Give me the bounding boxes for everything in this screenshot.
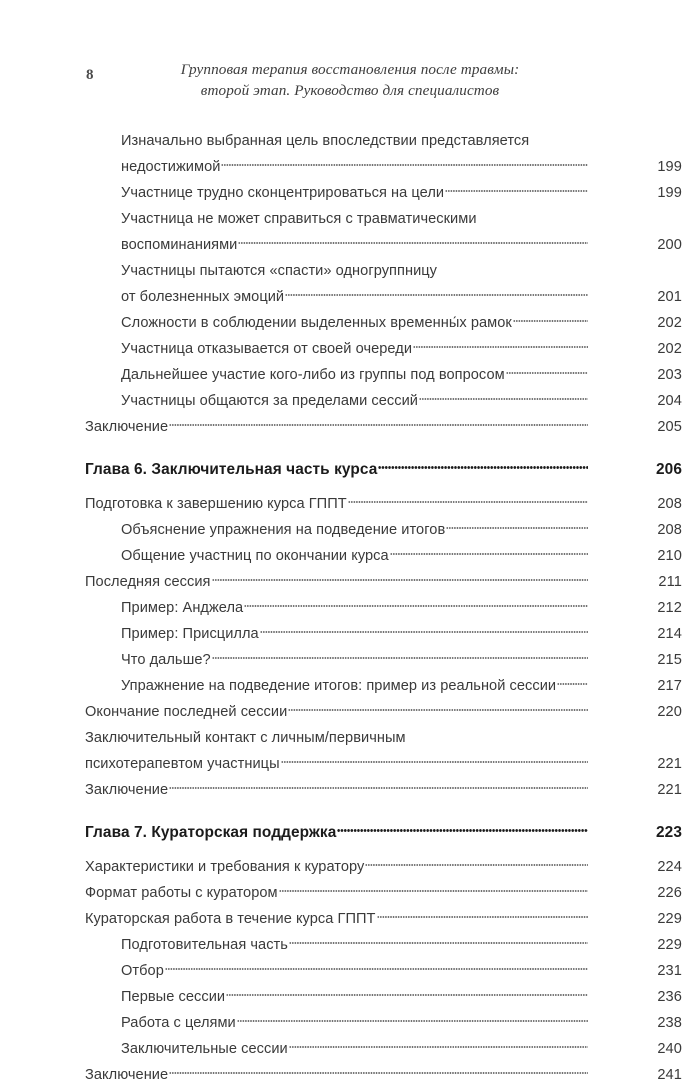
toc-entry-label: Объяснение упражнения на подведение итогов (121, 522, 446, 538)
toc-dot-leader (285, 285, 588, 301)
toc-page-number: 199 (657, 159, 682, 175)
toc-dot-leader (289, 933, 588, 949)
toc-dot-leader (289, 1037, 588, 1053)
toc-entry-label: Заключение (85, 419, 169, 435)
toc-dot-leader (212, 570, 588, 586)
toc-entry-label: Первые сессии (121, 989, 226, 1005)
toc-entry-row[interactable] (0, 1036, 682, 1062)
toc-page-number: 220 (657, 704, 682, 720)
toc-entry-row[interactable] (0, 647, 682, 673)
page-folio-number: 8 (86, 67, 94, 83)
toc-page-number: 206 (656, 461, 682, 478)
toc-entry-label: Отбор (121, 963, 164, 979)
toc-entry-row[interactable] (0, 906, 682, 932)
toc-page-number: 240 (657, 1041, 682, 1057)
toc-entry-row[interactable] (0, 932, 682, 958)
toc-entry-label: Работа с целями (121, 1015, 236, 1031)
toc-dot-leader (446, 518, 588, 534)
toc-dot-leader (506, 363, 588, 379)
toc-dot-leader (221, 155, 588, 171)
toc-entry-row[interactable] (0, 854, 682, 880)
toc-page-number: 223 (656, 824, 682, 841)
toc-entry-label: недостижимой (121, 159, 221, 175)
toc-entry-label: Пример: Присцилла (121, 626, 259, 642)
toc-chapter-row[interactable] (0, 457, 682, 483)
toc-entry-label: Сложности в соблюдении выделенных временны́х рамок (121, 315, 512, 331)
toc-page-number: 241 (657, 1067, 682, 1083)
toc-dot-leader (165, 959, 588, 975)
toc-entry-label: психотерапевтом участницы (85, 756, 280, 772)
toc-dot-leader (413, 337, 588, 353)
toc-entry-row[interactable] (0, 699, 682, 725)
toc-page-number: 210 (657, 548, 682, 564)
toc-dot-leader (169, 778, 588, 794)
toc-page-number: 203 (657, 367, 682, 383)
toc-entry-row[interactable] (0, 751, 682, 777)
toc-page-number: 229 (657, 937, 682, 953)
toc-page-number: 208 (657, 496, 682, 512)
toc-dot-leader (288, 700, 588, 716)
toc-entry-label: Участнице трудно сконцентрироваться на цели (121, 185, 445, 201)
toc-entry-row[interactable] (0, 362, 682, 388)
toc-dot-leader (445, 181, 588, 197)
toc-page-number: 217 (657, 678, 682, 694)
toc-entry-label: Участница не может справиться с травматическими (121, 211, 477, 227)
toc-entry-label: Заключение (85, 782, 169, 798)
toc-page-number: 199 (657, 185, 682, 201)
toc-entry-row[interactable] (0, 517, 682, 543)
toc-entry-label: от болезненных эмоций (121, 289, 285, 305)
toc-dot-leader (244, 596, 588, 612)
toc-dot-leader (169, 1063, 588, 1079)
toc-dot-leader (438, 259, 588, 275)
toc-entry-row[interactable] (0, 414, 682, 440)
toc-entry-row[interactable] (0, 595, 682, 621)
toc-entry-row[interactable] (0, 258, 682, 284)
toc-entry-row[interactable] (0, 958, 682, 984)
toc-entry-label: Подготовка к завершению курса ГППТ (85, 496, 347, 512)
table-of-contents (0, 128, 682, 1088)
toc-dot-leader (281, 752, 588, 768)
toc-entry-label: Пример: Анджела (121, 600, 244, 616)
toc-page-number: 238 (657, 1015, 682, 1031)
toc-entry-label: Кураторская работа в течение курса ГППТ (85, 911, 376, 927)
toc-entry-row[interactable] (0, 491, 682, 517)
toc-entry-label: Участницы общаются за пределами сессий (121, 393, 418, 409)
toc-entry-row[interactable] (0, 388, 682, 414)
toc-dot-leader (279, 881, 588, 897)
toc-entry-label: Общение участниц по окончании курса (121, 548, 389, 564)
toc-entry-label: Участницы пытаются «спасти» одногруппницу (121, 263, 438, 279)
toc-page-number: 211 (658, 574, 682, 590)
toc-entry-row[interactable] (0, 180, 682, 206)
toc-dot-leader (513, 311, 588, 327)
toc-page-number: 200 (657, 237, 682, 253)
toc-dot-leader (557, 674, 588, 690)
toc-entry-label: Изначально выбранная цель впоследствии представляется (121, 133, 530, 149)
toc-entry-row[interactable] (0, 880, 682, 906)
toc-entry-row[interactable] (0, 284, 682, 310)
toc-dot-leader (226, 985, 588, 1001)
toc-entry-row[interactable] (0, 673, 682, 699)
toc-page-number: 202 (657, 341, 682, 357)
toc-entry-label: Заключительный контакт с личным/первичным (85, 730, 406, 746)
toc-entry-row[interactable] (0, 984, 682, 1010)
toc-entry-label: Окончание последней сессии (85, 704, 288, 720)
toc-entry-label: Последняя сессия (85, 574, 211, 590)
toc-page-number: 204 (657, 393, 682, 409)
toc-entry-label: Формат работы с куратором (85, 885, 278, 901)
toc-entry-row[interactable] (0, 1062, 682, 1088)
toc-dot-leader (419, 389, 588, 405)
toc-entry-row[interactable] (0, 543, 682, 569)
toc-dot-leader (478, 207, 588, 223)
toc-entry-label: Заключение (85, 1067, 169, 1083)
toc-page-number: 231 (657, 963, 682, 979)
toc-dot-leader (407, 726, 588, 742)
toc-entry-label: Заключительные сессии (121, 1041, 288, 1057)
toc-entry-label: воспоминаниями (121, 237, 238, 253)
toc-page-number: 224 (657, 859, 682, 875)
toc-entry-row[interactable] (0, 336, 682, 362)
toc-entry-row[interactable] (0, 232, 682, 258)
running-head (0, 60, 682, 106)
toc-page-number: 201 (657, 289, 682, 305)
toc-page-number: 202 (657, 315, 682, 331)
toc-dot-leader (378, 458, 588, 474)
toc-dot-leader (237, 1011, 588, 1027)
toc-page-number: 226 (657, 885, 682, 901)
toc-dot-leader (337, 821, 588, 837)
toc-page-number: 214 (657, 626, 682, 642)
toc-entry-row[interactable] (0, 777, 682, 803)
toc-page-number: 236 (657, 989, 682, 1005)
toc-page-number: 221 (657, 756, 682, 772)
toc-dot-leader (348, 492, 588, 508)
running-head-title-line-1: Групповая терапия восстановления после травмы: (180, 61, 520, 78)
toc-dot-leader (377, 907, 588, 923)
toc-entry-label: Подготовительная часть (121, 937, 288, 953)
toc-dot-leader (365, 855, 588, 871)
toc-entry-row[interactable] (0, 1010, 682, 1036)
toc-dot-leader (169, 415, 588, 431)
toc-entry-row[interactable] (0, 154, 682, 180)
toc-page-number: 208 (657, 522, 682, 538)
running-head-title-line-2: второй этап. Руководство для специалистов (200, 81, 500, 99)
toc-entry-label: Глава 6. Заключительная часть курса (85, 461, 378, 478)
toc-entry-row[interactable] (0, 128, 682, 154)
toc-page-number: 221 (657, 782, 682, 798)
toc-dot-leader (238, 233, 588, 249)
toc-entry-label: Упражнение на подведение итогов: пример из реальной сессии (121, 678, 557, 694)
toc-entry-row[interactable] (0, 310, 682, 336)
toc-dot-leader (212, 648, 588, 664)
toc-entry-row[interactable] (0, 206, 682, 232)
toc-dot-leader (530, 129, 588, 145)
toc-entry-row[interactable] (0, 621, 682, 647)
toc-entry-label: Характеристики и требования к куратору (85, 859, 365, 875)
toc-dot-leader (390, 544, 588, 560)
toc-page-number: 229 (657, 911, 682, 927)
toc-page-number: 212 (657, 600, 682, 616)
toc-page-number: 215 (657, 652, 682, 668)
toc-dot-leader (260, 622, 588, 638)
toc-entry-label: Дальнейшее участие кого-либо из группы под вопросом (121, 367, 505, 383)
toc-entry-row[interactable] (0, 569, 682, 595)
running-head-title (140, 60, 560, 101)
toc-entry-label: Что дальше? (121, 652, 211, 668)
toc-page-number: 205 (657, 419, 682, 435)
toc-entry-row[interactable] (0, 725, 682, 751)
toc-chapter-row[interactable] (0, 820, 682, 846)
toc-entry-label: Глава 7. Кураторская поддержка (85, 824, 337, 841)
toc-entry-label: Участница отказывается от своей очереди (121, 341, 413, 357)
